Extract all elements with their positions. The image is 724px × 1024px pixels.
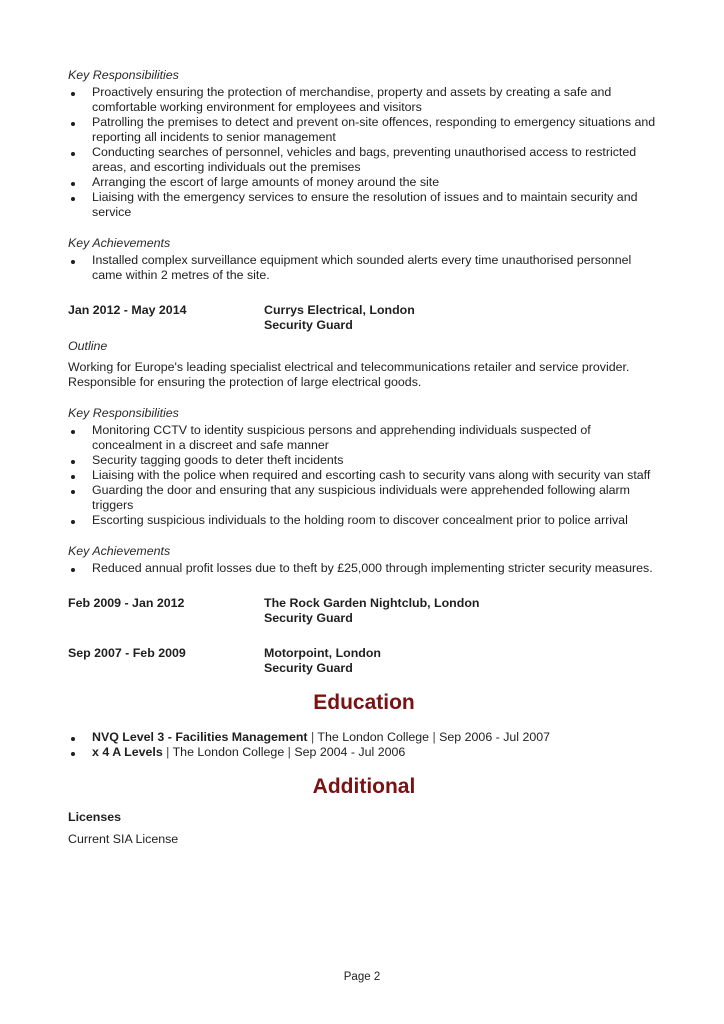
school: The London College	[317, 730, 430, 744]
list-item: Guarding the door and ensuring that any suspicious individuals were apprehended following alarm triggers	[68, 483, 660, 513]
job-title: Security Guard	[264, 661, 353, 675]
achievements-list	[68, 561, 660, 576]
job-header	[68, 596, 660, 626]
job-company: Currys Electrical, London	[264, 303, 415, 317]
job-dates: Feb 2009 - Jan 2012	[68, 596, 185, 610]
job-company: The Rock Garden Nightclub, London	[264, 596, 480, 610]
key-responsibilities-label: Key Responsibilities	[68, 406, 179, 420]
job-header	[68, 303, 660, 333]
list-item: Patrolling the premises to detect and prevent on-site offences, responding to emergency situations and reporting all incidents to senior management	[68, 115, 660, 145]
job-header	[68, 646, 660, 676]
key-responsibilities-label: Key Responsibilities	[68, 68, 179, 82]
responsibilities-list	[68, 423, 660, 528]
list-item: Liaising with the emergency services to ensure the resolution of issues and to maintain security and service	[68, 190, 660, 220]
list-item: Reduced annual profit losses due to theft by £25,000 through implementing stricter security measures.	[68, 561, 660, 576]
job-title: Security Guard	[264, 611, 353, 625]
job-company: Motorpoint, London	[264, 646, 381, 660]
key-achievements-label: Key Achievements	[68, 544, 171, 558]
list-item: Escorting suspicious individuals to the holding room to discover concealment prior to police arrival	[68, 513, 660, 528]
dates: Sep 2004 - Jul 2006	[294, 745, 406, 759]
list-item: Security tagging goods to deter theft incidents	[68, 453, 660, 468]
qualification: NVQ Level 3 - Facilities Management	[92, 730, 308, 744]
list-item: Installed complex surveillance equipment which sounded alerts every time unauthorised personnel came within 2 metres of the site.	[68, 253, 660, 283]
resume-page	[68, 68, 660, 847]
list-item: Arranging the escort of large amounts of money around the site	[68, 175, 660, 190]
list-item: Liaising with the police when required and escorting cash to security vans along with security van staff	[68, 468, 660, 483]
page-number: Page 2	[343, 971, 381, 983]
licenses-value: Current SIA License	[68, 832, 179, 846]
dates: Sep 2006 - Jul 2007	[439, 730, 551, 744]
separator: |	[287, 745, 291, 759]
key-achievements-label: Key Achievements	[68, 236, 171, 250]
school: The London College	[172, 745, 285, 759]
additional-heading: Additional	[312, 775, 416, 798]
separator: |	[166, 745, 170, 759]
job-outline: Working for Europe's leading specialist electrical and telecommunications retailer and service provider. Responsible for ensuring the protection of large electrical goods.	[68, 360, 630, 389]
job-title: Security Guard	[264, 318, 353, 332]
job-dates: Jan 2012 - May 2014	[68, 303, 187, 317]
education-list	[68, 730, 660, 760]
separator: |	[432, 730, 436, 744]
education-item	[68, 730, 660, 745]
achievements-list	[68, 253, 660, 283]
outline-label: Outline	[68, 339, 108, 353]
responsibilities-list	[68, 85, 660, 220]
licenses-label: Licenses	[68, 810, 122, 824]
list-item: Proactively ensuring the protection of merchandise, property and assets by creating a safe and comfortable working environment for employees and visitors	[68, 85, 660, 115]
list-item: Monitoring CCTV to identity suspicious persons and apprehending individuals suspected of concealment in a discreet and safe manner	[68, 423, 660, 453]
education-item	[68, 745, 660, 760]
separator: |	[310, 730, 315, 744]
list-item: Conducting searches of personnel, vehicles and bags, preventing unauthorised access to restricted areas, and escorting individuals out the premises	[68, 145, 660, 175]
job-dates: Sep 2007 - Feb 2009	[68, 646, 186, 660]
qualification: x 4 A Levels	[92, 745, 163, 759]
education-heading: Education	[313, 691, 415, 714]
